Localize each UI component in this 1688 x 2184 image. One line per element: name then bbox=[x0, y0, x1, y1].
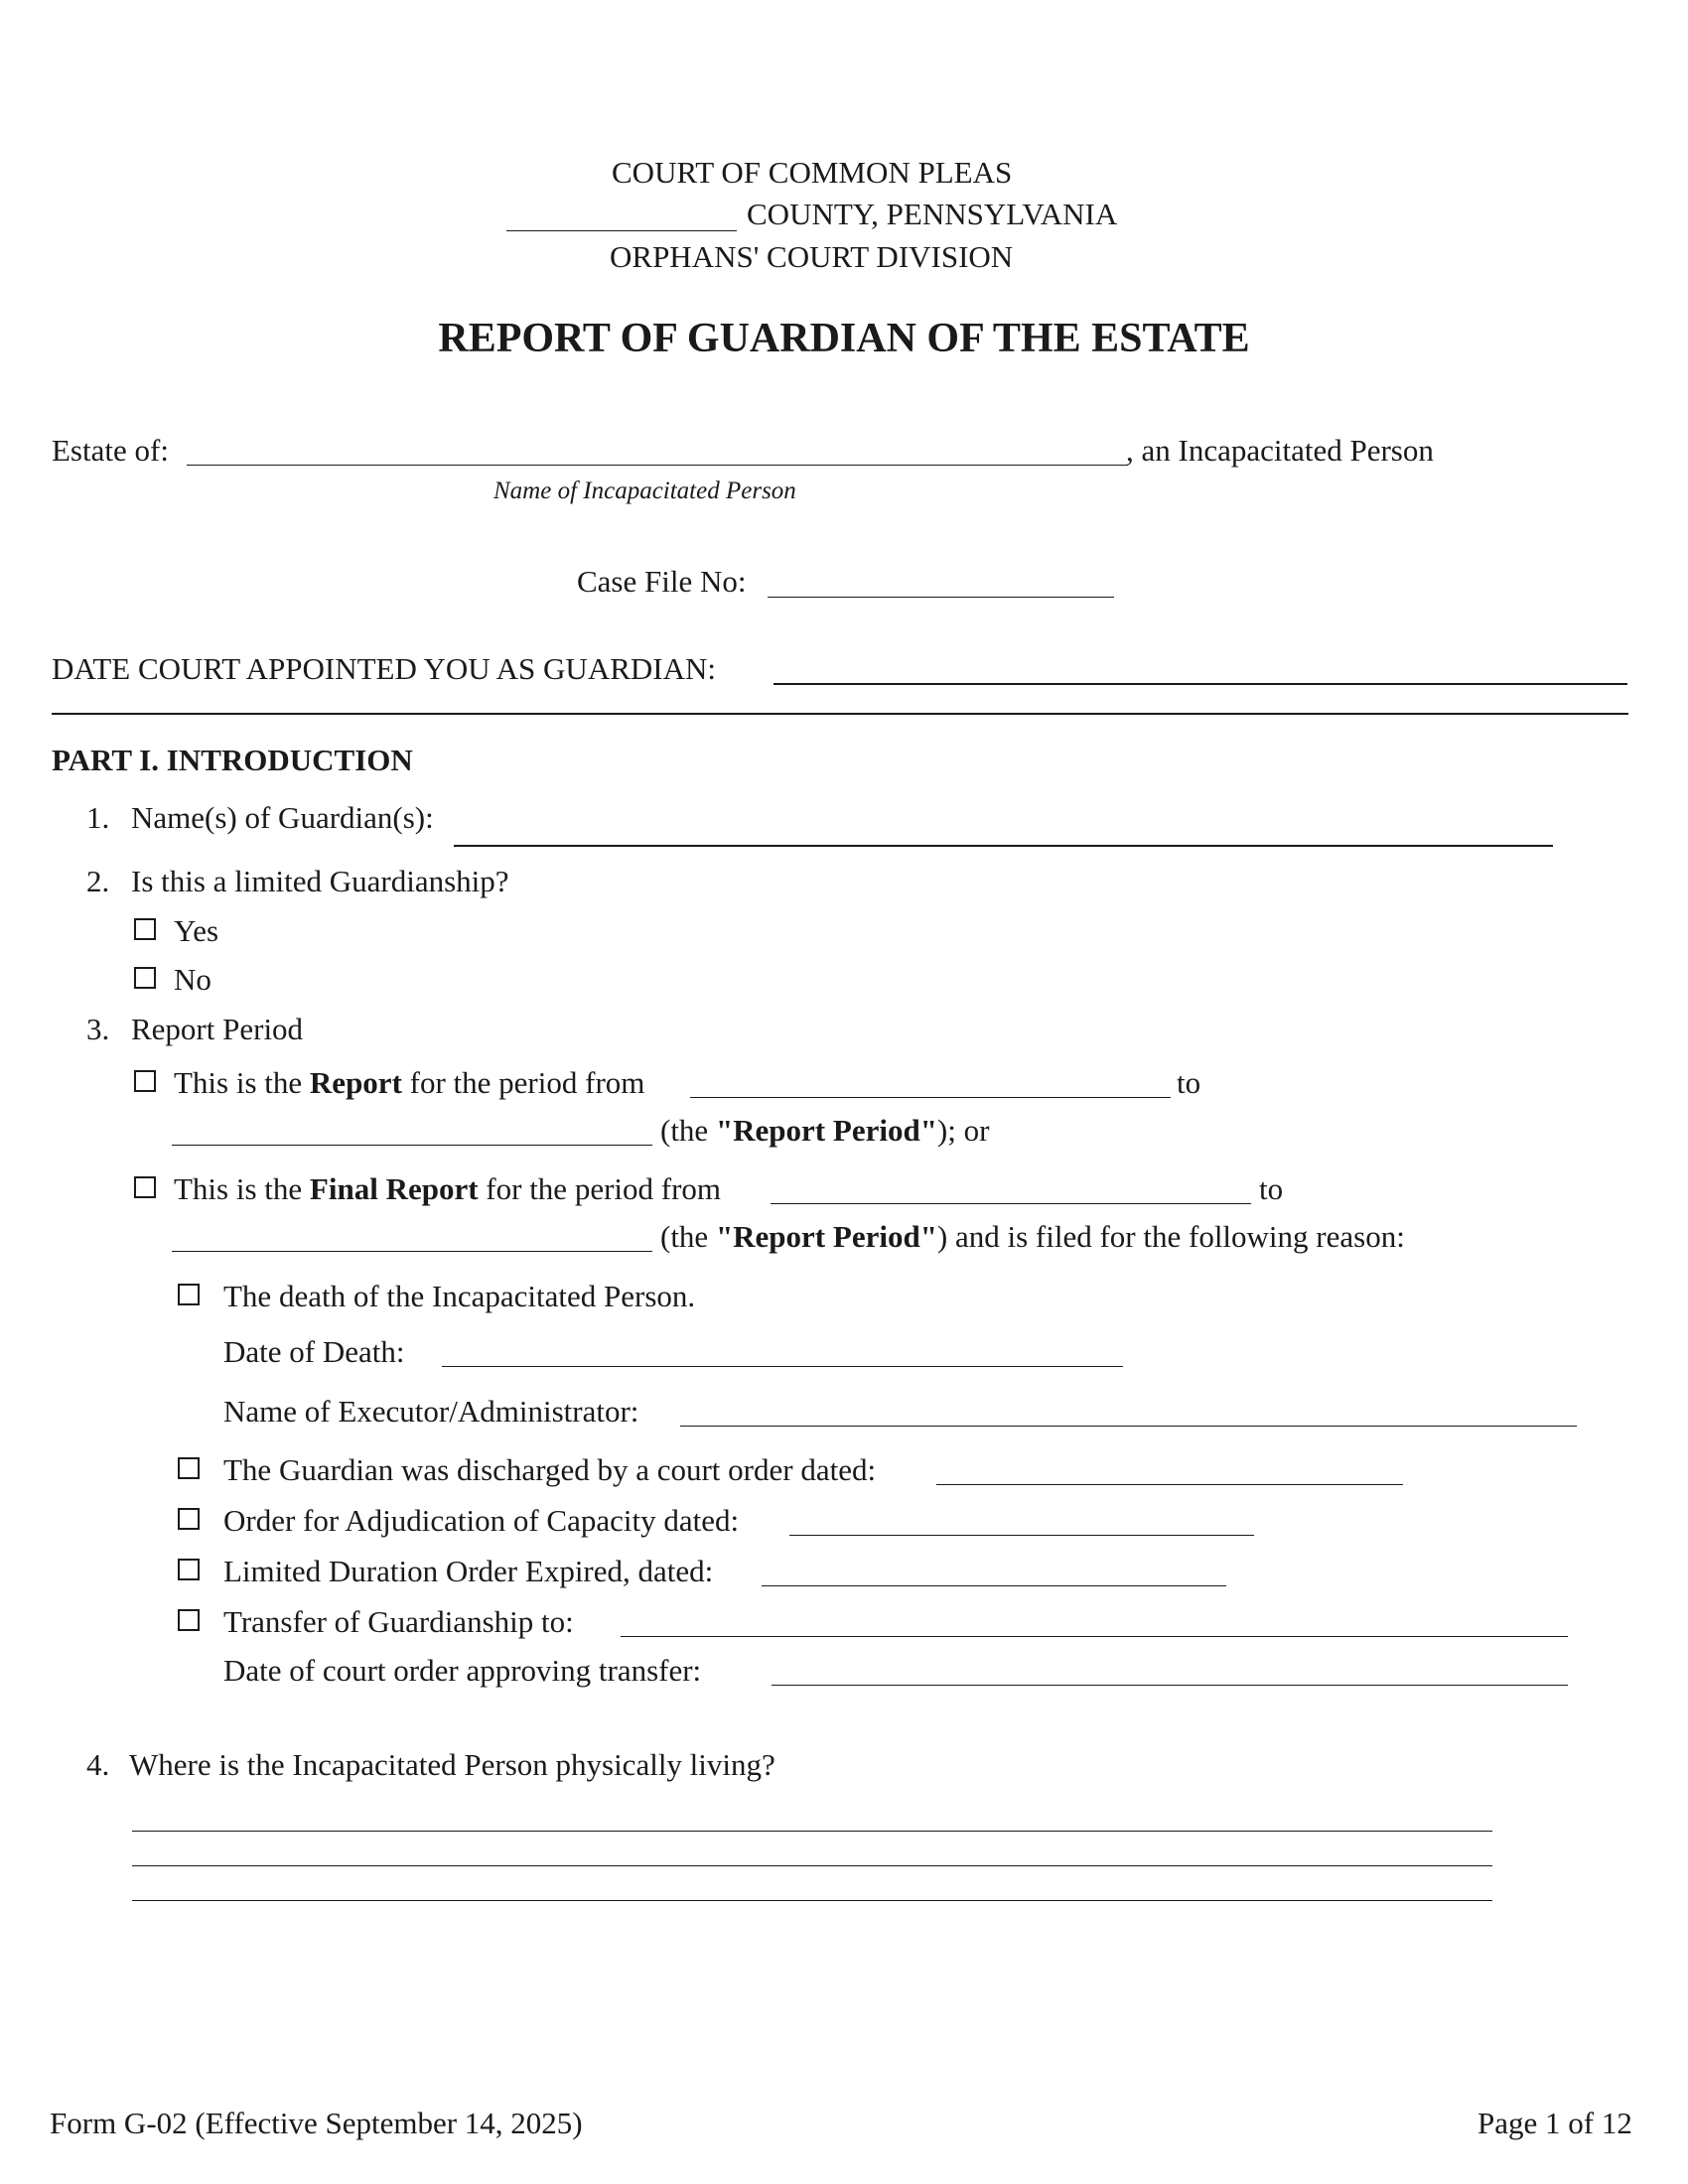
transfer-date-field[interactable] bbox=[772, 1685, 1568, 1686]
limited-no-label: No bbox=[174, 962, 211, 997]
date-of-death-label: Date of Death: bbox=[223, 1334, 405, 1369]
section-divider bbox=[52, 713, 1628, 715]
guardian-names-field[interactable] bbox=[454, 845, 1553, 847]
living-location-line-3[interactable] bbox=[132, 1900, 1492, 1901]
q2-label: Is this a limited Guardianship? bbox=[131, 864, 509, 898]
report-checkbox[interactable] bbox=[134, 1070, 156, 1092]
date-of-death-field[interactable] bbox=[442, 1366, 1123, 1367]
final-report-checkbox[interactable] bbox=[134, 1176, 156, 1198]
transfer-label: Transfer of Guardianship to: bbox=[223, 1604, 574, 1639]
death-checkbox[interactable] bbox=[178, 1284, 200, 1305]
discharged-label: The Guardian was discharged by a court order dated: bbox=[223, 1452, 877, 1487]
report-to-field[interactable] bbox=[172, 1145, 652, 1146]
q4-number: 4. bbox=[86, 1747, 110, 1782]
final-period-text: (the "Report Period") and is filed for the following reason: bbox=[660, 1219, 1405, 1254]
report-text: This is the Report for the period from bbox=[174, 1065, 645, 1100]
q2-number: 2. bbox=[86, 864, 110, 898]
report-from-field[interactable] bbox=[690, 1097, 1171, 1098]
discharged-checkbox[interactable] bbox=[178, 1457, 200, 1479]
limited-yes-label: Yes bbox=[174, 913, 219, 948]
q3-label: Report Period bbox=[131, 1012, 304, 1046]
discharged-date-field[interactable] bbox=[936, 1484, 1403, 1485]
living-location-line-2[interactable] bbox=[132, 1865, 1492, 1866]
final-from-field[interactable] bbox=[771, 1203, 1251, 1204]
limited-no-checkbox[interactable] bbox=[134, 967, 156, 989]
estate-name-field[interactable] bbox=[187, 465, 1128, 466]
q1-label: Name(s) of Guardian(s): bbox=[131, 800, 434, 835]
transfer-checkbox[interactable] bbox=[178, 1609, 200, 1631]
form-id: Form G-02 (Effective September 14, 2025) bbox=[50, 2106, 583, 2140]
limited-duration-date-field[interactable] bbox=[762, 1585, 1226, 1586]
estate-suffix: , an Incapacitated Person bbox=[1126, 433, 1434, 468]
county-label: COUNTY, PENNSYLVANIA bbox=[747, 197, 1118, 231]
transfer-to-field[interactable] bbox=[621, 1636, 1568, 1637]
limited-yes-checkbox[interactable] bbox=[134, 918, 156, 940]
court-name: COURT OF COMMON PLEAS bbox=[612, 155, 1013, 190]
page-number: Page 1 of 12 bbox=[1477, 2106, 1632, 2140]
q3-number: 3. bbox=[86, 1012, 110, 1046]
executor-field[interactable] bbox=[680, 1426, 1577, 1427]
death-label: The death of the Incapacitated Person. bbox=[223, 1279, 696, 1313]
final-report-text: This is the Final Report for the period from bbox=[174, 1171, 722, 1206]
adjudication-checkbox[interactable] bbox=[178, 1508, 200, 1530]
estate-label: Estate of: bbox=[52, 433, 169, 468]
final-to-label: to bbox=[1259, 1171, 1284, 1206]
adjudication-date-field[interactable] bbox=[789, 1535, 1254, 1536]
q4-label: Where is the Incapacitated Person physically living? bbox=[129, 1747, 775, 1782]
page-title: REPORT OF GUARDIAN OF THE ESTATE bbox=[438, 316, 1250, 361]
executor-label: Name of Executor/Administrator: bbox=[223, 1394, 639, 1429]
appointed-label: DATE COURT APPOINTED YOU AS GUARDIAN: bbox=[52, 651, 716, 686]
case-file-field[interactable] bbox=[768, 597, 1114, 598]
division-name: ORPHANS' COURT DIVISION bbox=[610, 239, 1014, 274]
estate-caption: Name of Incapacitated Person bbox=[493, 478, 796, 504]
case-file-label: Case File No: bbox=[577, 564, 747, 599]
living-location-line-1[interactable] bbox=[132, 1831, 1492, 1832]
final-to-field[interactable] bbox=[172, 1251, 652, 1252]
county-blank[interactable] bbox=[506, 230, 737, 231]
adjudication-label: Order for Adjudication of Capacity dated: bbox=[223, 1503, 740, 1538]
report-to-label: to bbox=[1177, 1065, 1201, 1100]
transfer-date-label: Date of court order approving transfer: bbox=[223, 1653, 702, 1688]
report-period-text: (the "Report Period"); or bbox=[660, 1113, 990, 1148]
appointed-date-field[interactable] bbox=[774, 683, 1627, 685]
limited-duration-checkbox[interactable] bbox=[178, 1559, 200, 1580]
limited-duration-label: Limited Duration Order Expired, dated: bbox=[223, 1554, 714, 1588]
q1-number: 1. bbox=[86, 800, 110, 835]
part1-heading: PART I. INTRODUCTION bbox=[52, 743, 413, 777]
